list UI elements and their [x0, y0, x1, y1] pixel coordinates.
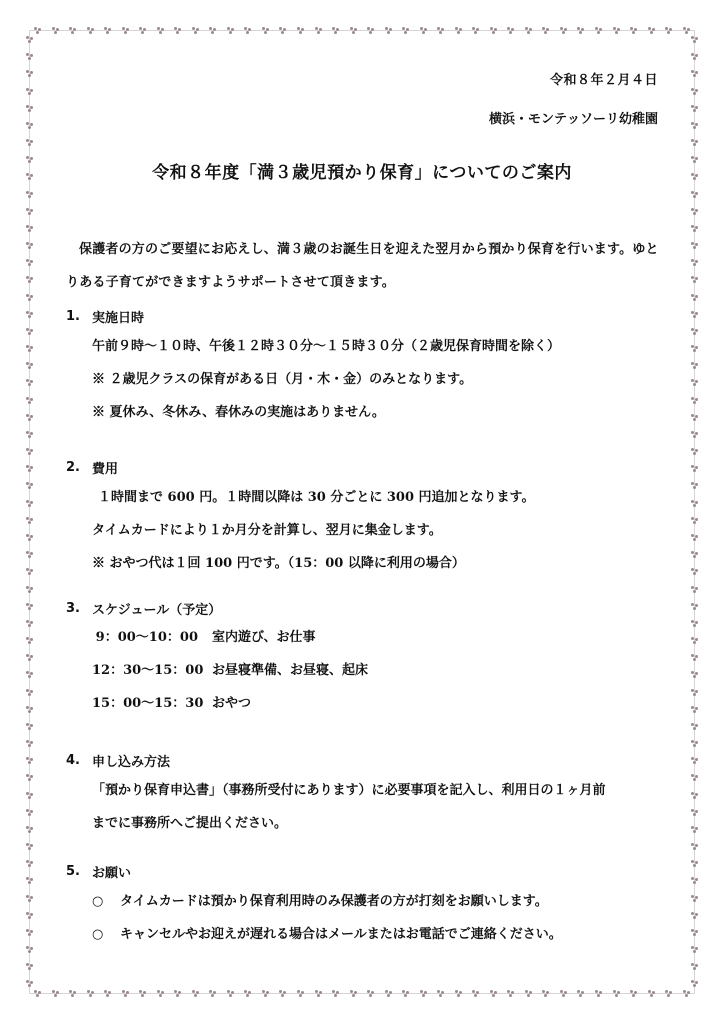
section-line: １時間まで 600 円。１時間以降は 30 分ごとに 300 円追加となります。 — [98, 490, 535, 505]
schedule-time: 15：00～15：30 — [92, 696, 204, 711]
schedule-activity: 室内遊び、お仕事 — [212, 630, 316, 645]
schedule-row — [66, 654, 686, 687]
organization-name: 横浜・モンテッソーリ幼稚園 — [488, 112, 658, 127]
section-line: 「預かり保育申込書」（事務所受付にあります）に必要事項を記入し、利用日の１ヶ月前 — [92, 783, 606, 798]
section-daily-schedule — [66, 598, 686, 720]
circle-bullet-icon: ○ — [92, 927, 104, 942]
section-line: 午前９時～１０時、午後１２時３０分～１５時３０分（２歳児保育時間を除く） — [92, 339, 561, 354]
request-item — [66, 918, 686, 951]
request-text: タイムカードは預かり保育利用時のみ保護者の方が打刻をお願いします。 — [120, 894, 548, 909]
section-line: ※ 夏休み、冬休み、春休みの実施はありません。 — [92, 405, 385, 420]
section-heading — [66, 598, 686, 618]
request-item — [66, 885, 686, 918]
section-line: タイムカードにより１か月分を計算し、翌月に集金します。 — [92, 523, 442, 538]
section-heading — [66, 861, 686, 881]
schedule-activity: お昼寝準備、お昼寝、起床 — [212, 663, 369, 678]
section-number: 1. — [66, 308, 80, 324]
section-title: お願い — [92, 865, 132, 881]
section-heading — [66, 750, 686, 770]
document-date: 令和８年２月４日 — [549, 73, 658, 88]
schedule-time: 12：30～15：00 — [92, 663, 204, 678]
section-fees — [66, 457, 686, 580]
section-heading — [66, 457, 686, 477]
section-line: ※ おやつ代は１回 100 円です。（15：00 以降に利用の場合） — [92, 556, 465, 571]
schedule-activity: おやつ — [212, 696, 252, 711]
section-number: 5. — [66, 863, 80, 879]
intro-paragraph: 保護者の方のご要望にお応えし、満３歳のお誕生日を迎えた翌月から預かり保育を行います。ゆとりある子育てができますようサポートさせて頂きます。 — [66, 242, 659, 290]
circle-bullet-icon: ○ — [92, 894, 104, 909]
section-application-method — [66, 750, 686, 840]
section-number: 3. — [66, 600, 80, 616]
section-number: 2. — [66, 459, 80, 475]
section-line: までに事務所へご提出ください。 — [92, 816, 288, 831]
request-text: キャンセルやお迎えが遅れる場合はメールまたはお電話でご連絡ください。 — [120, 927, 562, 942]
schedule-time: 9：00～10：00 — [95, 630, 198, 645]
section-number: 4. — [66, 752, 80, 768]
schedule-row — [66, 687, 686, 720]
section-title: スケジュール（予定） — [92, 602, 222, 618]
section-title: 申し込み方法 — [92, 754, 171, 770]
section-title: 実施日時 — [92, 310, 145, 326]
schedule-row — [66, 621, 686, 654]
section-title: 費用 — [92, 461, 119, 477]
section-line: ※ ２歳児クラスの保育がある日（月・木・金）のみとなります。 — [92, 372, 473, 387]
section-requests — [66, 861, 686, 951]
document-title: 令和８年度「満３歳児預かり保育」についてのご案内 — [152, 163, 572, 183]
section-heading — [66, 306, 686, 326]
section-schedule-hours — [66, 306, 686, 429]
